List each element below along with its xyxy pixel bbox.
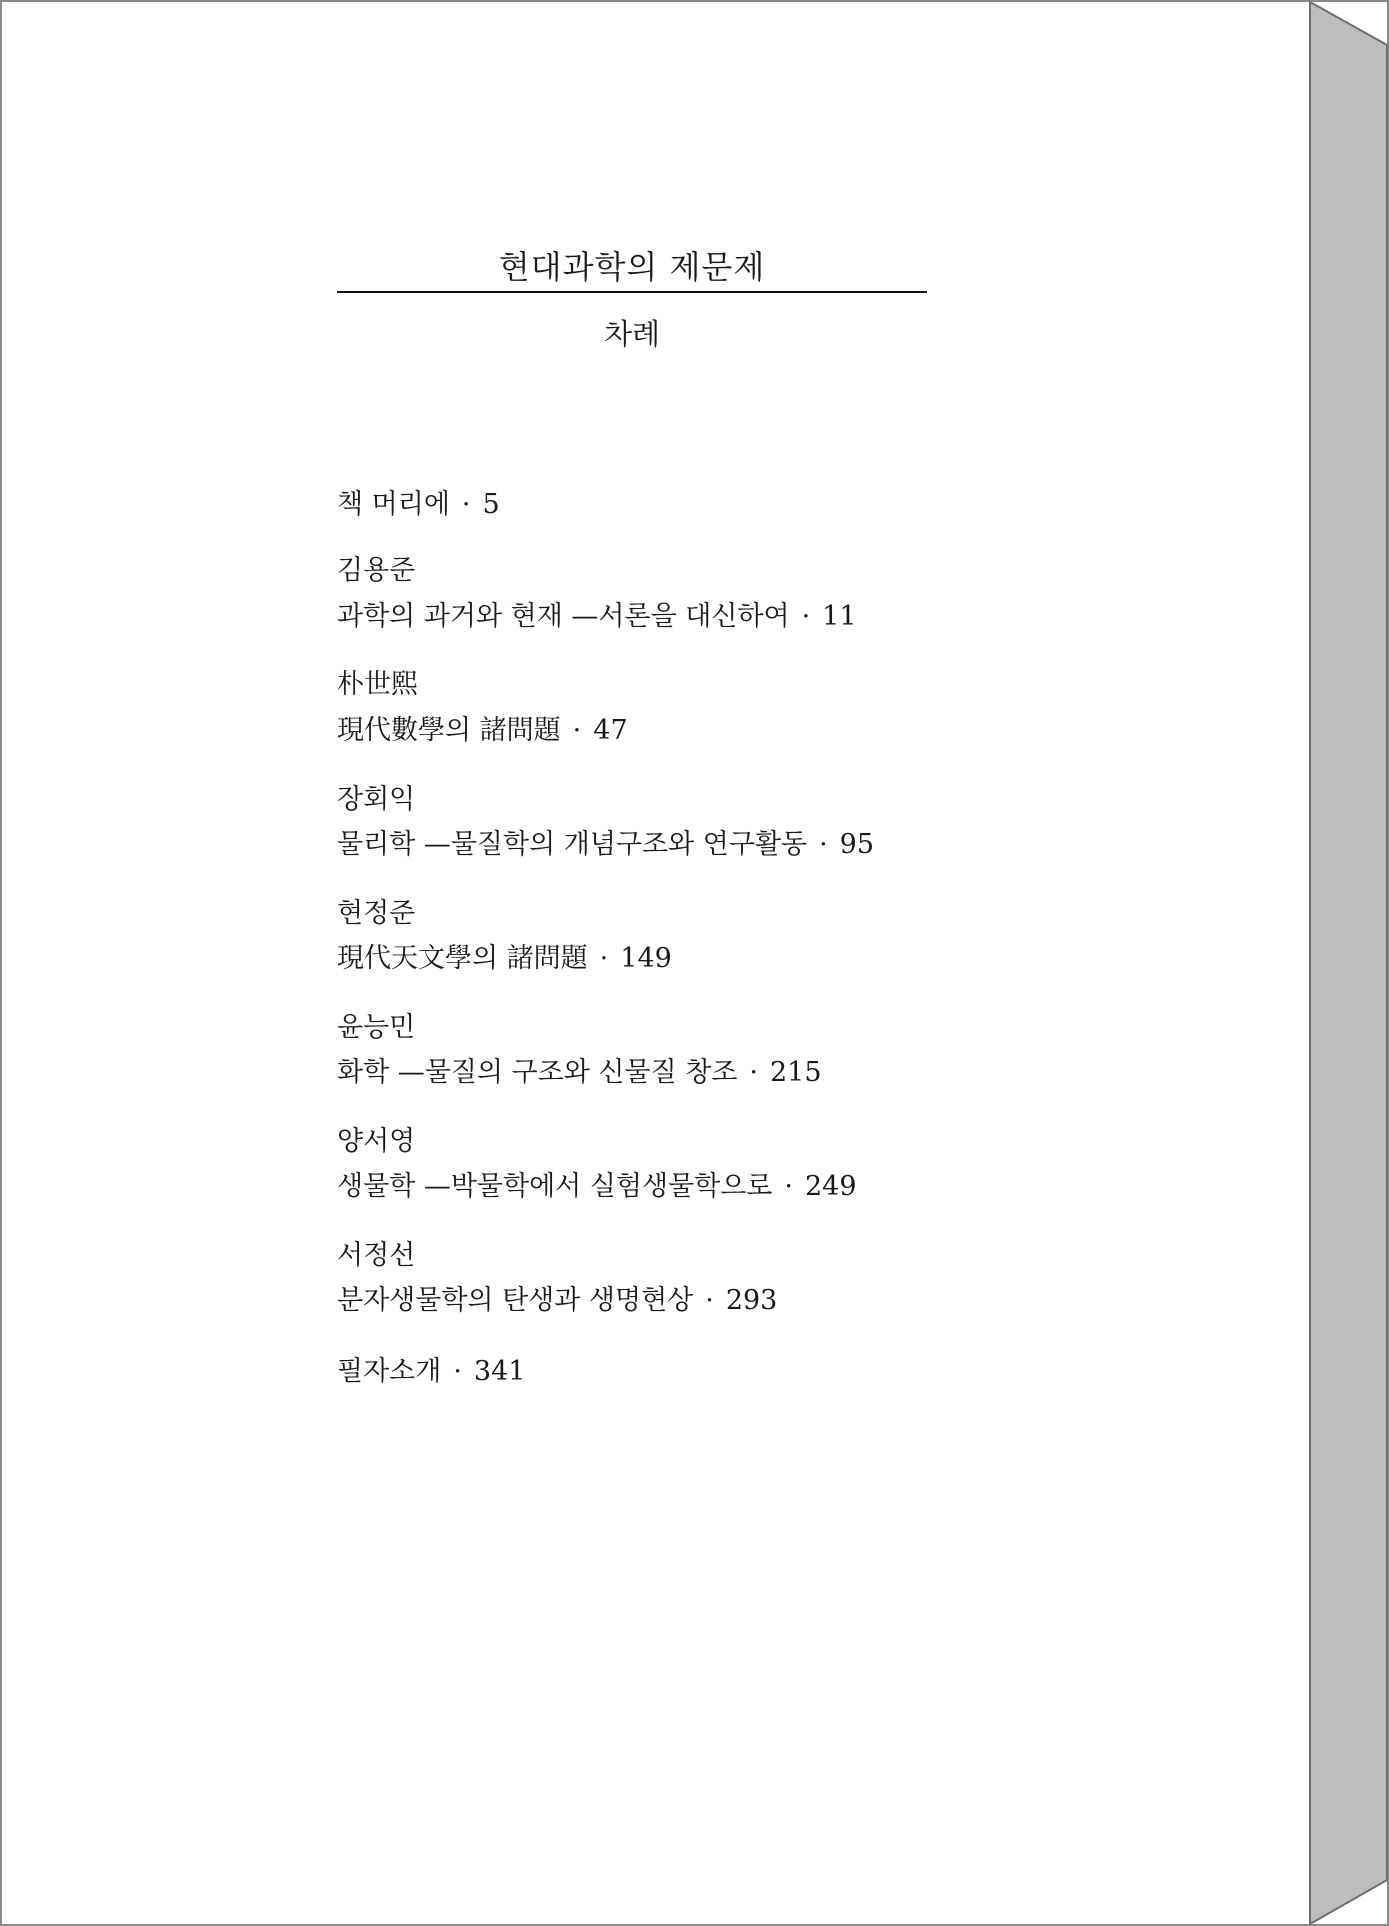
toc-entry-page: 249 — [805, 1171, 857, 1202]
toc-entry — [337, 708, 628, 747]
toc-separator: · — [801, 601, 811, 632]
toc-entry-title: 과학의 과거와 현재 —서론을 대신하여 — [337, 601, 790, 632]
toc-preface-title: 책 머리에 — [337, 489, 450, 520]
toc-entry-page: 215 — [770, 1057, 822, 1088]
toc-entry — [337, 1050, 822, 1089]
toc-entry — [337, 594, 857, 633]
toc-heading: 차례 — [603, 317, 661, 351]
toc-separator: · — [572, 715, 582, 746]
toc-entry-title: 분자생물학의 탄생과 생명현상 — [337, 1285, 694, 1316]
toc-entry-title: 現代數學의 諸問題 — [337, 715, 561, 746]
toc-preface — [337, 482, 500, 521]
toc-entry-author: 윤능민 — [337, 1012, 416, 1043]
toc-separator: · — [599, 943, 609, 974]
toc-separator: · — [453, 1356, 462, 1387]
toc-entry-page: 47 — [593, 715, 628, 746]
toc-preface-page: 5 — [482, 489, 500, 520]
toc-entry-title: 화학 —물질의 구조와 신물질 창조 — [337, 1057, 738, 1088]
toc-entry-author: 현정준 — [337, 898, 416, 929]
toc-separator: · — [819, 829, 828, 860]
toc-entry-title: 물리학 —물질학의 개념구조와 연구활동 — [337, 829, 808, 860]
toc-entry-author: 김용준 — [337, 555, 416, 586]
toc-contributors — [337, 1349, 525, 1388]
toc-entry — [337, 1278, 777, 1317]
toc-entry-author: 양서영 — [337, 1126, 416, 1157]
toc-contributors-page: 341 — [473, 1356, 526, 1387]
toc-entry-title: 생물학 —박물학에서 실험생물학으로 — [337, 1171, 773, 1202]
toc-entry-page: 293 — [725, 1285, 778, 1316]
toc-separator: · — [784, 1171, 793, 1202]
toc-entry-author: 朴世熙 — [337, 669, 418, 700]
book-title: 현대과학의 제문제 — [498, 248, 766, 286]
title-rule — [337, 291, 927, 293]
toc-entry-author: 서정선 — [337, 1240, 416, 1271]
toc-contributors-title: 필자소개 — [337, 1356, 442, 1387]
toc-entry — [337, 1164, 857, 1203]
toc-entry-page: 11 — [822, 601, 857, 632]
toc-entry-page: 149 — [620, 943, 672, 974]
toc-entry — [337, 936, 672, 975]
toc-separator: · — [749, 1057, 758, 1088]
toc-separator: · — [461, 489, 471, 520]
toc-entry — [337, 822, 874, 861]
toc-separator: · — [705, 1285, 714, 1316]
toc-entry-author: 장회익 — [337, 784, 416, 815]
toc-entry-page: 95 — [839, 829, 875, 860]
toc-entry-title: 現代天文學의 諸問題 — [337, 943, 588, 974]
